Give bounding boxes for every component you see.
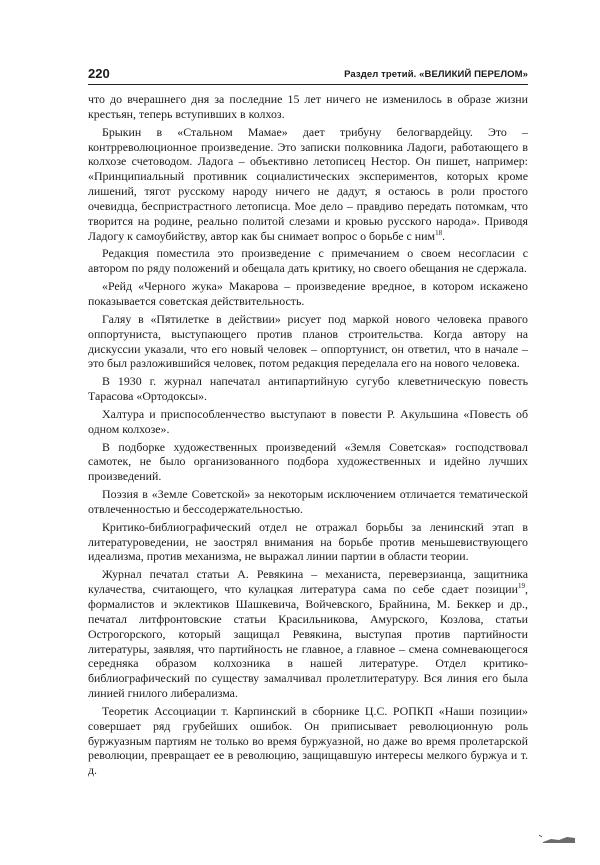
- paragraph: Теоретик Ассоциации т. Карпинский в сборнике Ц.С. РОПКП «Наши позиции» совершает ряд грубейших ошибок. Он приписывает революционную роль буржуазным партиям не только во время буржуазной, но даже во время пролетарской революции, превращает ее в революцию, защищавшую интересы мелкого буржуа и т. д.: [88, 703, 528, 778]
- paragraph: В 1930 г. журнал напечатал антипартийную сугубо клеветническую повесть Тарасова «Ортодоксы».: [88, 374, 528, 404]
- paragraph: В подборке художественных произведений «Земля Советская» господствовал самотек, не было организованного подбора художественных и идейно лучших произведений.: [88, 439, 528, 484]
- footnote-ref: 18: [435, 228, 443, 237]
- paragraph: «Рейд «Черного жука» Макарова – произведение вредное, в котором искажено показывается советская действительность.: [88, 279, 528, 308]
- page-header: [88, 66, 528, 85]
- paragraph: Редакция поместила это произведение с примечанием о своем несогласии с автором по ряду положений и обещала дать критику, но своего обещания не сдержала.: [88, 246, 528, 276]
- running-head: Раздел третий. «ВЕЛИКИЙ ПЕРЕЛОМ»: [344, 69, 528, 80]
- paragraph: что до вчерашнего дня за последние 15 лет ничего не изменилось в образе жизни крестьян, теперь вступивших в колхоз.: [88, 92, 528, 121]
- paragraph: Поэзия в «Земле Советской» за некоторым исключением отличается тематической отвлеченностью и бессодержательностью.: [88, 487, 528, 516]
- body-text: [88, 92, 528, 781]
- footnote-ref: 19: [518, 582, 526, 591]
- scan-corner-mark: [537, 832, 577, 844]
- page-number: 220: [88, 66, 110, 81]
- paragraph: Галяу в «Пятилетке в действии» рисует под маркой нового человека правого оппортуниста, выступающего против планов строительства. Когда автору на дискуссии указали, что его новый человек – оппортунист, он ответил, что в начале – это был разложившийся человек, потом редакция переделала его на нового человека.: [88, 311, 528, 371]
- paragraph: Журнал печатал статьи А. Ревякина – механиста, переверзианца, защитника кулачества, считающего, что кулацкая литература сама по себе сдает позиции$^{19}$, формалистов и эклектиков Шашкевича, Войчевского, Брайнина, М. Беккер и др., печатал литфронтовские статьи Красильникова, Амурского, Козлова, статьи Острогорского, который защищал Ревякина, выступая против партийности литературы, заявляя, что партийность не главное, а главное – смена сомневающегося середняка образом колхозника в нашей литературе. Отдел критико-библиографический по существу замалчивал пролетлитературу. Вся линия его была линией гнилого либерализма.: [88, 567, 528, 701]
- paragraph: Брыкин в «Стальном Мамае» дает трибуну белогвардейцу. Это – контрреволюционное произведение. Это записки полковника Ладоги, работающего в колхозе счетоводом. Ладога – объективно летописец Нестор. Он пишет, например: «Принципиальный противник социалистических экспериментов, которых кроме лишений, тягот русскому народу ничего не дадут, я остаюсь в роли простого очевидца, беспристрастного летописца. Мое дело – правдиво передать потомкам, что творится на родине, реально политой слезами и кровью русского народа». Приводя Ладогу к самоубийству, автор как бы снимает вопрос о борьбе с ним$^{18}$.: [88, 124, 528, 243]
- paragraph: Критико-библиографический отдел не отражал борьбы за ленинский этап в литературоведении, не заострял внимания на борьбе против меньшевиствующего идеализма, против механизма, не выражал линии партии в области теории.: [88, 519, 528, 564]
- paragraph: Халтура и приспособленчество выступают в повести Р. Акульшина «Повесть об одном колхозе».: [88, 406, 528, 436]
